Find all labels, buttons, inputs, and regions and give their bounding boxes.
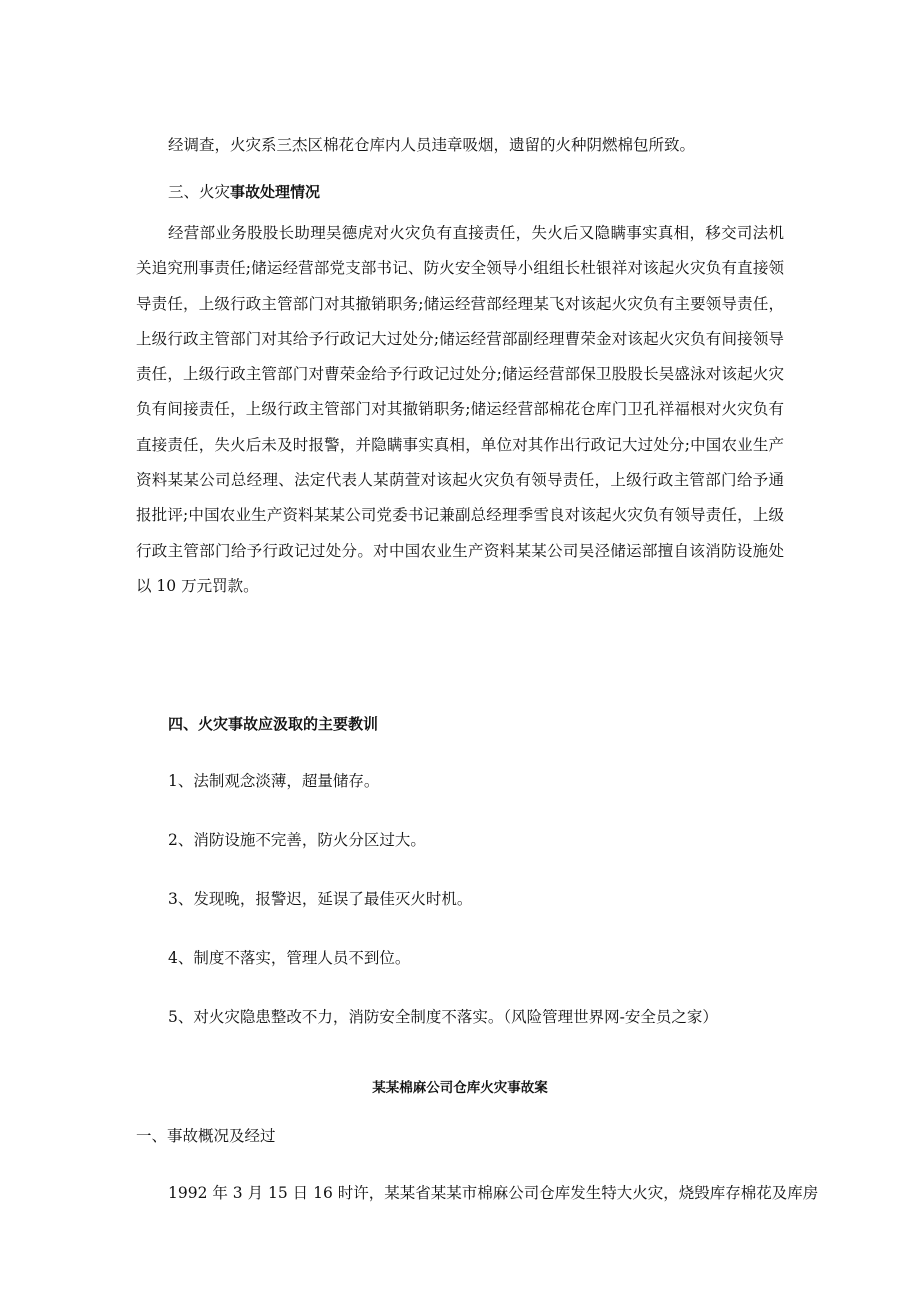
case-section-1-first-line: 1992 年 3 月 15 日 16 时许，某某省某某市棉麻公司仓库发生特大火灾，烧毁库存棉花及库房 — [168, 1184, 819, 1202]
case-section-1-heading: 一、事故概况及经过 — [136, 1127, 276, 1145]
section-3-heading-bold: 事故处理情况 — [230, 183, 321, 201]
intro-line: 经调查，火灾系三杰区棉花仓库内人员违章吸烟，遗留的火种阴燃棉包所致。 — [168, 136, 696, 154]
case-title: 某某棉麻公司仓库火灾事故案 — [372, 1080, 548, 1096]
lesson-item-2: 2、消防设施不完善，防火分区过大。 — [168, 831, 426, 849]
lesson-item-1: 1、法制观念淡薄，超量储存。 — [168, 772, 380, 790]
lesson-item-3: 3、发现晚，报警迟，延误了最佳灭火时机。 — [168, 890, 473, 908]
section-3-heading-prefix: 三、火灾 — [168, 183, 231, 201]
lesson-item-4: 4、制度不落实，管理人员不到位。 — [168, 949, 411, 967]
section-3-paragraph: 经营部业务股股长助理吴德虎对火灾负有直接责任，失火后又隐瞒事实真相，移交司法机关追究刑事责任;储运经营部党支部书记、防火安全领导小组组长杜银祥对该起火灾负有直接领导责任，上级行政主管部门对其撤销职务;储运经营部经理某飞对该起火灾负有主要领导责任，上级行政主管部门对其给予行政记大过处分;储运经营部副经理曹荣金对该起火灾负有间接领导责任，上级行政主管部门对曹荣金给予行政记过处分;储运经营部保卫股股长吴盛泳对该起火灾负有间接责任，上级行政主管部门对其撤销职务;储运经营部棉花仓库门卫孔祥福根对火灾负有直接责任，失火后未及时报警，并隐瞒事实真相，单位对其作出行政记大过处分;中国农业生产资料某某公司总经理、法定代表人某荫萱对该起火灾负有领导责任，上级行政主管部门给予通报批评;中国农业生产资料某某公司党委书记兼副总经理季雪良对该起火灾负有领导责任，上级行政主管部门给予行政记过处分。对中国农业生产资料某某公司吴泾储运部擅自该消防设施处以 10 万元罚款。 — [136, 224, 784, 595]
section-4-heading: 四、火灾事故应汲取的主要教训 — [168, 715, 379, 733]
lesson-item-5: 5、对火灾隐患整改不力，消防安全制度不落实。（风险管理世界网-安全员之家） — [168, 1008, 718, 1026]
section-3-heading — [168, 180, 320, 202]
